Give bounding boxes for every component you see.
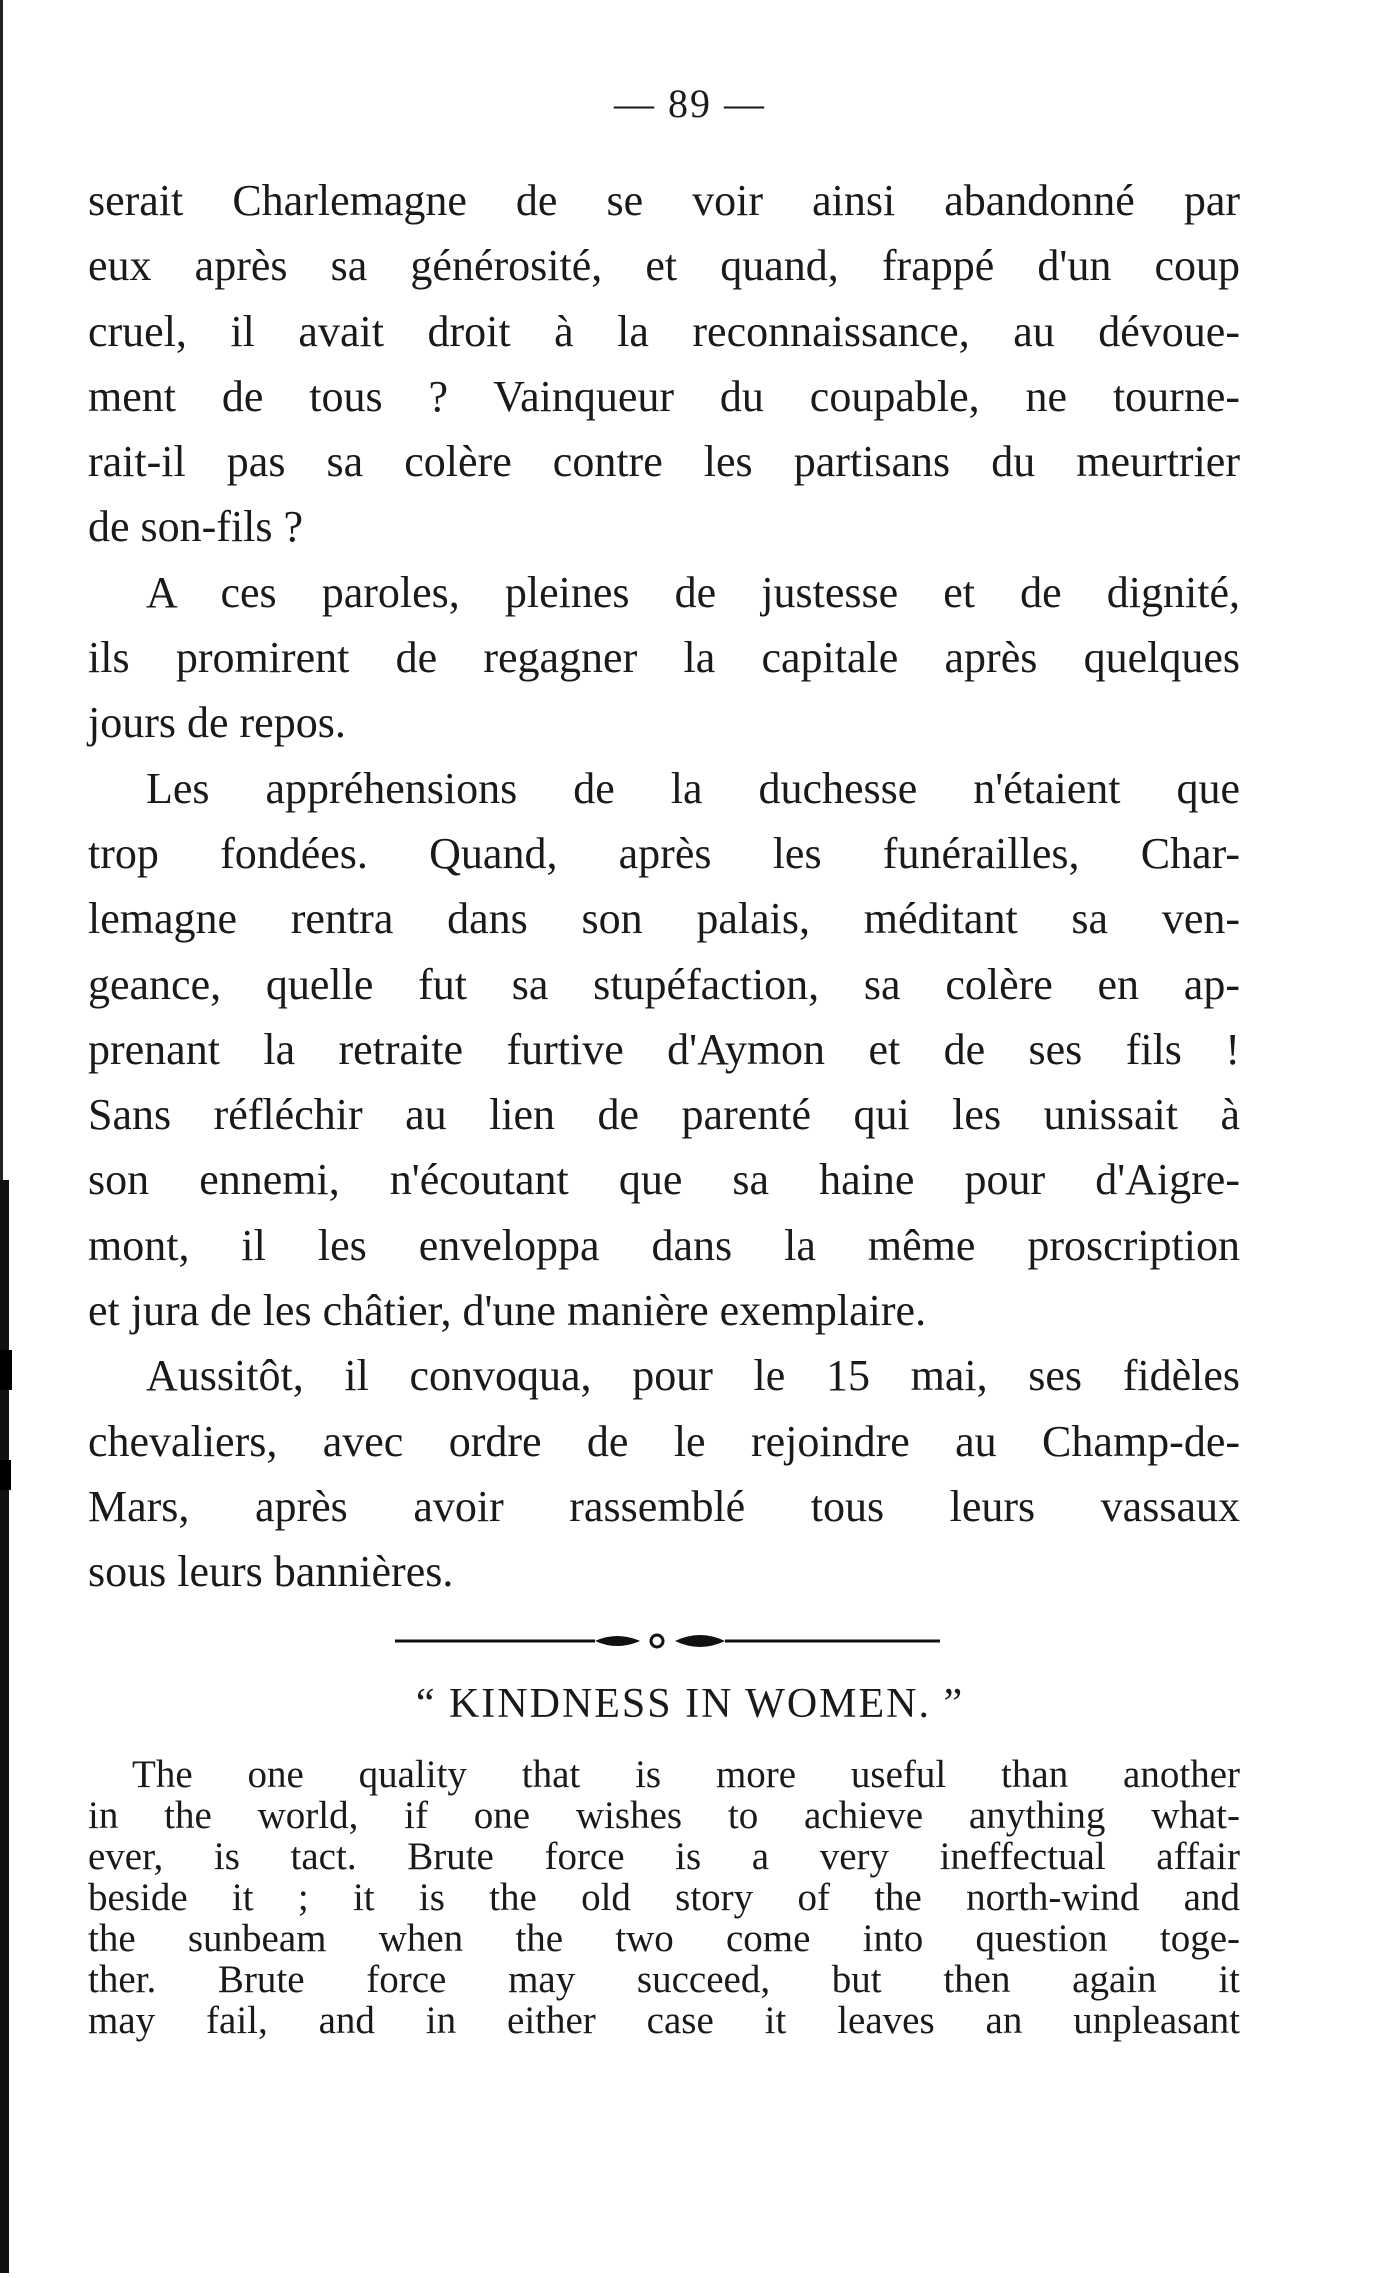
text-line: rait-il pas sa colère contre les partisans du meurtrier [88, 437, 1240, 487]
text-line: jours de repos. [88, 698, 346, 748]
text-line: de son-fils ? [88, 502, 304, 552]
text-line: the sunbeam when the two come into question toge- [88, 1917, 1240, 1960]
page-number: — 89 — [614, 81, 766, 126]
text-line: mont, il les enveloppa dans la même proscription [88, 1220, 1240, 1270]
text-line: prenant la retraite furtive d'Aymon et de ses fils ! [88, 1024, 1240, 1074]
section-divider-ornament [395, 1626, 940, 1656]
text-line: may fail, and in either case it leaves an unpleasant [88, 1999, 1240, 2042]
text-line: A ces paroles, pleines de justesse et de dignité, [146, 567, 1240, 617]
text-line: Sans réfléchir au lien de parenté qui les unissait à [88, 1090, 1240, 1140]
text-line: trop fondées. Quand, après les funérailles, Char- [88, 828, 1240, 878]
text-line: ther. Brute force may succeed, but then again it [88, 1958, 1240, 2001]
text-line: The one quality that is more useful than another [132, 1753, 1240, 1796]
text-line: Les appréhensions de la duchesse n'étaient que [146, 763, 1240, 813]
english-body-text [88, 1754, 1240, 2041]
text-line: serait Charlemagne de se voir ainsi abandonné par [88, 176, 1240, 225]
text-line: ment de tous ? Vainqueur du coupable, ne tourne- [88, 371, 1240, 421]
text-line: geance, quelle fut sa stupéfaction, sa colère en ap- [88, 959, 1240, 1009]
text-line: cruel, il avait droit à la reconnaissance, au dévoue- [88, 306, 1240, 356]
text-line: ils promirent de regagner la capitale après quelques [88, 633, 1240, 683]
text-line: Mars, après avoir rassemblé tous leurs vassaux [88, 1481, 1240, 1531]
text-line: chevaliers, avec ordre de le rejoindre au Champ-de- [88, 1416, 1240, 1466]
text-line: ever, is tact. Brute force is a very ineffectual affair [88, 1835, 1240, 1878]
text-line: et jura de les châtier, d'une manière exemplaire. [88, 1286, 927, 1336]
text-line: in the world, if one wishes to achieve anything what- [88, 1794, 1240, 1837]
text-line: eux après sa générosité, et quand, frappé d'un coup [88, 241, 1240, 291]
page-binding-edge [0, 0, 12, 2273]
french-body-text [88, 168, 1240, 1605]
section-title: “ KINDNESS IN WOMEN. ” [415, 1681, 965, 1727]
text-line: beside it ; it is the old story of the north-wind and [88, 1876, 1240, 1919]
text-line: sous leurs bannières. [88, 1547, 454, 1597]
text-line: son ennemi, n'écoutant que sa haine pour d'Aigre- [88, 1155, 1240, 1205]
text-line: Aussitôt, il convoqua, pour le 15 mai, ses fidèles [146, 1351, 1240, 1401]
text-line: lemagne rentra dans son palais, méditant sa ven- [88, 894, 1240, 944]
